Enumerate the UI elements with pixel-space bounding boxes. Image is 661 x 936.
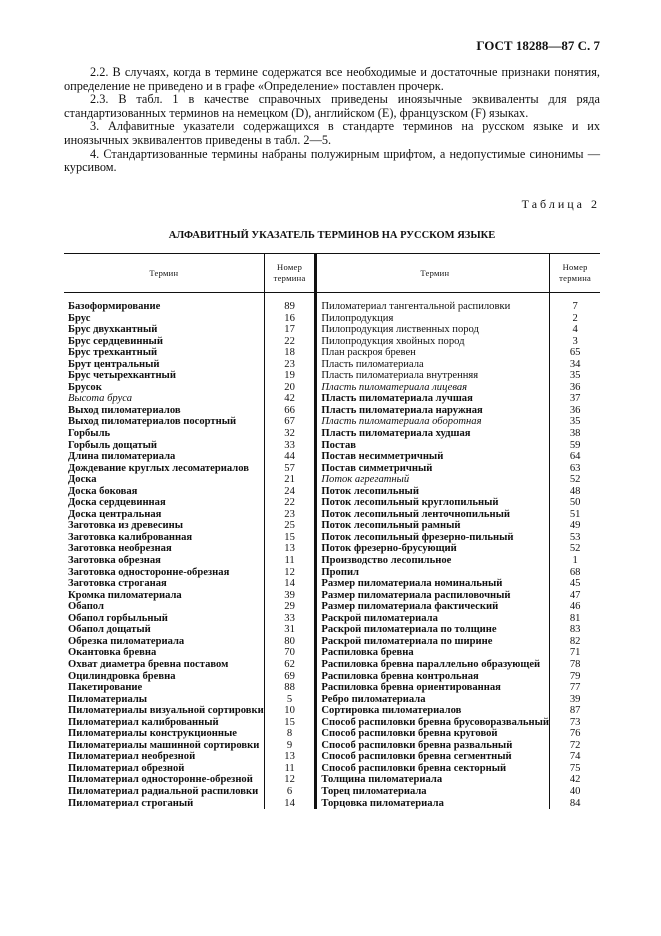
term-cell: Охват диаметра бревна поставом bbox=[68, 658, 229, 670]
term-cell: Пиломатериал необрезной bbox=[68, 751, 196, 763]
term-cell: Пиломатериалы bbox=[68, 693, 148, 705]
term-number-cell: 77 bbox=[550, 682, 600, 694]
table-row bbox=[64, 497, 600, 509]
term-cell: Длина пиломатериала bbox=[68, 451, 176, 463]
spacer-cell bbox=[550, 293, 600, 302]
term-number-cell: 11 bbox=[264, 763, 316, 775]
term-cell: Пиломатериал односторонне-обрезной bbox=[68, 774, 253, 786]
table-row bbox=[64, 463, 600, 475]
term-number-cell: 67 bbox=[264, 416, 316, 428]
term-number-cell: 52 bbox=[550, 543, 600, 555]
term-number-cell: 73 bbox=[550, 717, 600, 729]
table-row bbox=[64, 520, 600, 532]
term-cell: Поток фрезерно-брусующий bbox=[316, 543, 550, 555]
term-number-cell: 44 bbox=[264, 451, 316, 463]
term-number-cell: 15 bbox=[264, 532, 316, 544]
term-cell: Выход пиломатериалов bbox=[68, 404, 181, 416]
table-row bbox=[64, 313, 600, 325]
table-row bbox=[64, 543, 600, 555]
term-cell: Обапол bbox=[68, 601, 104, 613]
term-number-cell: 62 bbox=[264, 659, 316, 671]
term-number-cell: 81 bbox=[550, 613, 600, 625]
table-row bbox=[64, 440, 600, 452]
paragraph: 2.2. В случаях, когда в термине содержатся все необходимые и достаточные признаки понятия, определение не приведено и в графе «Определение» поставлен прочерк. bbox=[64, 65, 600, 93]
table-row bbox=[64, 451, 600, 463]
term-number-cell: 32 bbox=[264, 428, 316, 440]
terms-index-table bbox=[64, 253, 600, 809]
term-number-cell: 65 bbox=[550, 347, 600, 359]
term-cell: Пакетирование bbox=[68, 682, 143, 694]
term-number-cell: 22 bbox=[264, 497, 316, 509]
term-number-cell: 35 bbox=[550, 416, 600, 428]
column-header-number: Номер термина bbox=[264, 254, 316, 293]
term-number-cell: 83 bbox=[550, 624, 600, 636]
table-row bbox=[64, 405, 600, 417]
term-number-cell: 72 bbox=[550, 740, 600, 752]
term-number-cell: 5 bbox=[264, 694, 316, 706]
term-number-cell: 79 bbox=[550, 671, 600, 683]
intro-paragraphs bbox=[64, 66, 600, 175]
table-row bbox=[64, 301, 600, 313]
term-number-cell: 33 bbox=[264, 440, 316, 452]
term-cell: Поток лесопильный фрезерно-пильный bbox=[316, 532, 550, 544]
term-cell: Брус bbox=[68, 312, 91, 324]
term-number-cell: 36 bbox=[550, 382, 600, 394]
term-number-cell: 84 bbox=[550, 798, 600, 810]
term-cell: Способ распиловки бревна брусоворазвальный bbox=[316, 717, 550, 729]
term-number-cell: 9 bbox=[264, 740, 316, 752]
term-number-cell: 2 bbox=[550, 313, 600, 325]
term-cell: Пиломатериал радиальной распиловки bbox=[68, 785, 259, 797]
term-cell: Размер пиломатериала номинальный bbox=[316, 578, 550, 590]
term-cell: Окантовка бревна bbox=[68, 647, 157, 659]
table-header-row bbox=[64, 254, 600, 293]
term-cell: Постав bbox=[316, 440, 550, 452]
term-cell: Брут центральный bbox=[68, 358, 160, 370]
term-number-cell: 36 bbox=[550, 405, 600, 417]
term-cell: Пиломатериалы машинной сортировки bbox=[68, 739, 260, 751]
term-number-cell: 74 bbox=[550, 751, 600, 763]
term-cell: Пиломатериал тангентальной распиловки bbox=[316, 301, 550, 313]
term-number-cell: 12 bbox=[264, 567, 316, 579]
table-row bbox=[64, 763, 600, 775]
term-number-cell: 80 bbox=[264, 636, 316, 648]
term-number-cell: 46 bbox=[550, 601, 600, 613]
term-cell: Пилопродукция лиственных пород bbox=[316, 324, 550, 336]
term-number-cell: 23 bbox=[264, 509, 316, 521]
term-number-cell: 14 bbox=[264, 578, 316, 590]
term-number-cell: 64 bbox=[550, 451, 600, 463]
table-row bbox=[64, 590, 600, 602]
spacer-cell bbox=[64, 293, 264, 302]
term-number-cell: 13 bbox=[264, 751, 316, 763]
term-number-cell: 21 bbox=[264, 474, 316, 486]
term-number-cell: 39 bbox=[550, 694, 600, 706]
term-cell: Торцовка пиломатериала bbox=[316, 798, 550, 810]
term-number-cell: 18 bbox=[264, 347, 316, 359]
table-row bbox=[64, 786, 600, 798]
term-cell: Производство лесопильное bbox=[316, 555, 550, 567]
spacer-cell bbox=[264, 293, 316, 302]
term-cell: Пиломатериалы конструкционные bbox=[68, 728, 237, 740]
table-row bbox=[64, 567, 600, 579]
term-number-cell: 1 bbox=[550, 555, 600, 567]
term-cell: Способ распиловки бревна круговой bbox=[316, 728, 550, 740]
term-cell: Поток агрегатный bbox=[316, 474, 550, 486]
term-cell: Сортировка пиломатериалов bbox=[316, 705, 550, 717]
column-header-number: Номер термина bbox=[550, 254, 600, 293]
term-cell: Пласть пиломатериала наружная bbox=[316, 405, 550, 417]
term-cell: Горбыль дощатый bbox=[68, 439, 157, 451]
term-number-cell: 47 bbox=[550, 590, 600, 602]
term-cell: Размер пиломатериала распиловочный bbox=[316, 590, 550, 602]
term-cell: Раскрой пиломатериала по толщине bbox=[316, 624, 550, 636]
table-row bbox=[64, 370, 600, 382]
term-number-cell: 78 bbox=[550, 659, 600, 671]
term-number-cell: 20 bbox=[264, 382, 316, 394]
term-cell: Доска боковая bbox=[68, 485, 138, 497]
term-cell: Заготовка строганая bbox=[68, 578, 167, 590]
table-row bbox=[64, 624, 600, 636]
term-number-cell: 66 bbox=[264, 405, 316, 417]
term-cell: Постав симметричный bbox=[316, 463, 550, 475]
term-number-cell: 25 bbox=[264, 520, 316, 532]
term-number-cell: 8 bbox=[264, 728, 316, 740]
term-cell: Пропил bbox=[316, 567, 550, 579]
term-cell: Заготовка калиброванная bbox=[68, 531, 193, 543]
term-cell: Доска bbox=[68, 474, 97, 486]
term-cell: Обапол горбыльный bbox=[68, 612, 168, 624]
term-number-cell: 33 bbox=[264, 613, 316, 625]
term-cell: Кромка пиломатериала bbox=[68, 589, 182, 601]
table-row bbox=[64, 474, 600, 486]
term-number-cell: 48 bbox=[550, 486, 600, 498]
table-row bbox=[64, 359, 600, 371]
term-number-cell: 6 bbox=[264, 786, 316, 798]
table-row bbox=[64, 509, 600, 521]
term-cell: Выход пиломатериалов посортный bbox=[68, 416, 237, 428]
term-cell: Распиловка бревна контрольная bbox=[316, 671, 550, 683]
table-row bbox=[64, 774, 600, 786]
table-row bbox=[64, 728, 600, 740]
term-number-cell: 89 bbox=[264, 301, 316, 313]
term-number-cell: 39 bbox=[264, 590, 316, 602]
term-number-cell: 63 bbox=[550, 463, 600, 475]
term-number-cell: 13 bbox=[264, 543, 316, 555]
term-number-cell: 76 bbox=[550, 728, 600, 740]
term-cell: Горбыль bbox=[68, 428, 111, 440]
term-number-cell: 68 bbox=[550, 567, 600, 579]
table-row bbox=[64, 636, 600, 648]
term-cell: Пласть пиломатериала лучшая bbox=[316, 393, 550, 405]
term-cell: Пласть пиломатериала лицевая bbox=[316, 382, 550, 394]
term-cell: Брус двухкантный bbox=[68, 324, 158, 336]
term-cell: Размер пиломатериала фактический bbox=[316, 601, 550, 613]
term-number-cell: 11 bbox=[264, 555, 316, 567]
table-row bbox=[64, 798, 600, 810]
term-cell: Брусок bbox=[68, 381, 102, 393]
term-cell: Высота бруса bbox=[68, 393, 133, 405]
term-cell: Оцилиндровка бревна bbox=[68, 670, 176, 682]
term-cell: Постав несимметричный bbox=[316, 451, 550, 463]
column-header-term: Термин bbox=[64, 254, 264, 293]
table-row bbox=[64, 671, 600, 683]
table-row bbox=[64, 555, 600, 567]
table-row bbox=[64, 601, 600, 613]
term-number-cell: 53 bbox=[550, 532, 600, 544]
term-number-cell: 16 bbox=[264, 313, 316, 325]
term-cell: Пиломатериал обрезной bbox=[68, 762, 185, 774]
term-cell: Заготовка обрезная bbox=[68, 555, 161, 567]
term-number-cell: 4 bbox=[550, 324, 600, 336]
term-cell: Распиловка бревна ориентированная bbox=[316, 682, 550, 694]
term-cell: Обапол дощатый bbox=[68, 624, 151, 636]
term-cell: Дождевание круглых лесоматериалов bbox=[68, 462, 249, 474]
term-cell: Заготовка из древесины bbox=[68, 520, 183, 532]
term-cell: Пиломатериал строганый bbox=[68, 797, 194, 809]
term-number-cell: 59 bbox=[550, 440, 600, 452]
term-cell: Брус трехкантный bbox=[68, 347, 158, 359]
term-number-cell: 42 bbox=[264, 393, 316, 405]
term-cell: Обрезка пиломатериала bbox=[68, 635, 185, 647]
term-number-cell: 24 bbox=[264, 486, 316, 498]
table-row bbox=[64, 647, 600, 659]
term-cell: Пласть пиломатериала bbox=[316, 359, 550, 371]
term-cell: Торец пиломатериала bbox=[316, 786, 550, 798]
term-number-cell: 17 bbox=[264, 324, 316, 336]
spacer-row bbox=[64, 293, 600, 302]
table-row bbox=[64, 613, 600, 625]
term-number-cell: 51 bbox=[550, 509, 600, 521]
term-number-cell: 23 bbox=[264, 359, 316, 371]
term-number-cell: 19 bbox=[264, 370, 316, 382]
term-number-cell: 87 bbox=[550, 705, 600, 717]
term-number-cell: 75 bbox=[550, 763, 600, 775]
term-cell: Способ распиловки бревна сегментный bbox=[316, 751, 550, 763]
table-row bbox=[64, 705, 600, 717]
term-number-cell: 70 bbox=[264, 647, 316, 659]
table-row bbox=[64, 717, 600, 729]
table-caption: Таблица 2 bbox=[521, 197, 600, 211]
table-row bbox=[64, 428, 600, 440]
term-number-cell: 3 bbox=[550, 336, 600, 348]
term-number-cell: 45 bbox=[550, 578, 600, 590]
term-number-cell: 29 bbox=[264, 601, 316, 613]
term-cell: Брус сердцевинный bbox=[68, 335, 163, 347]
table-title: АЛФАВИТНЫЙ УКАЗАТЕЛЬ ТЕРМИНОВ НА РУССКОМ ЯЗЫКЕ bbox=[168, 230, 496, 241]
term-number-cell: 57 bbox=[264, 463, 316, 475]
term-number-cell: 82 bbox=[550, 636, 600, 648]
table-row bbox=[64, 578, 600, 590]
term-cell: Раскрой пиломатериала bbox=[316, 613, 550, 625]
page-header: ГОСТ 18288—87 С. 7 bbox=[476, 38, 600, 53]
table-row bbox=[64, 336, 600, 348]
term-cell: Поток лесопильный рамный bbox=[316, 520, 550, 532]
table-row bbox=[64, 486, 600, 498]
term-number-cell: 40 bbox=[550, 786, 600, 798]
term-cell: Распиловка бревна параллельно образующей bbox=[316, 659, 550, 671]
term-cell: Толщина пиломатериала bbox=[316, 774, 550, 786]
term-cell: Заготовка необрезная bbox=[68, 543, 172, 555]
term-cell: Пиломатериалы визуальной сортировки bbox=[68, 705, 264, 717]
term-number-cell: 14 bbox=[264, 798, 316, 810]
spacer-cell bbox=[316, 293, 550, 302]
term-number-cell: 37 bbox=[550, 393, 600, 405]
term-cell: Брус четырехкантный bbox=[68, 370, 176, 382]
term-number-cell: 88 bbox=[264, 682, 316, 694]
table-row bbox=[64, 740, 600, 752]
table-row bbox=[64, 347, 600, 359]
term-cell: Распиловка бревна bbox=[316, 647, 550, 659]
term-cell: Пилопродукция хвойных пород bbox=[316, 336, 550, 348]
table-row bbox=[64, 393, 600, 405]
term-cell: Пласть пиломатериала худшая bbox=[316, 428, 550, 440]
term-number-cell: 10 bbox=[264, 705, 316, 717]
term-number-cell: 69 bbox=[264, 671, 316, 683]
term-number-cell: 50 bbox=[550, 497, 600, 509]
term-number-cell: 12 bbox=[264, 774, 316, 786]
term-cell: Пиломатериал калиброванный bbox=[68, 716, 219, 728]
paragraph: 4. Стандартизованные термины набраны полужирным шрифтом, а недопустимые синонимы — курсивом. bbox=[64, 146, 600, 175]
term-cell: Заготовка односторонне-обрезная bbox=[68, 566, 230, 578]
term-cell: Пласть пиломатериала внутренняя bbox=[316, 370, 550, 382]
paragraph: 3. Алфавитные указатели содержащихся в стандарте терминов на русском языке и их иноязычных эквивалентов приведены в табл. 2—5. bbox=[64, 119, 600, 147]
table-row bbox=[64, 682, 600, 694]
table-row bbox=[64, 751, 600, 763]
term-number-cell: 31 bbox=[264, 624, 316, 636]
term-cell: Раскрой пиломатериала по ширине bbox=[316, 636, 550, 648]
term-number-cell: 42 bbox=[550, 774, 600, 786]
term-number-cell: 35 bbox=[550, 370, 600, 382]
term-cell: Пласть пиломатериала оборотная bbox=[316, 416, 550, 428]
term-number-cell: 38 bbox=[550, 428, 600, 440]
table-row bbox=[64, 382, 600, 394]
term-cell: Способ распиловки бревна развальный bbox=[316, 740, 550, 752]
table-row bbox=[64, 532, 600, 544]
paragraph: 2.3. В табл. 1 в качестве справочных приведены иноязычные эквиваленты для ряда стандартизованных терминов на немецком (D), английском (E), французском (F) языках. bbox=[64, 92, 600, 120]
term-number-cell: 49 bbox=[550, 520, 600, 532]
table-row bbox=[64, 694, 600, 706]
term-cell: Доска сердцевинная bbox=[68, 497, 166, 509]
term-number-cell: 52 bbox=[550, 474, 600, 486]
column-header-term: Термин bbox=[316, 254, 550, 293]
term-number-cell: 7 bbox=[550, 301, 600, 313]
table-row bbox=[64, 324, 600, 336]
term-cell: Поток лесопильный ленточнопильный bbox=[316, 509, 550, 521]
term-number-cell: 34 bbox=[550, 359, 600, 371]
term-cell: План раскроя бревен bbox=[316, 347, 550, 359]
term-number-cell: 71 bbox=[550, 647, 600, 659]
term-cell: Поток лесопильный круглопильный bbox=[316, 497, 550, 509]
term-cell: Базоформирование bbox=[68, 301, 161, 312]
term-cell: Ребро пиломатериала bbox=[316, 694, 550, 706]
term-number-cell: 22 bbox=[264, 336, 316, 348]
term-number-cell: 15 bbox=[264, 717, 316, 729]
table-row bbox=[64, 416, 600, 428]
term-cell: Способ распиловки бревна секторный bbox=[316, 763, 550, 775]
table-row bbox=[64, 659, 600, 671]
term-cell: Поток лесопильный bbox=[316, 486, 550, 498]
term-cell: Пилопродукция bbox=[316, 313, 550, 325]
term-cell: Доска центральная bbox=[68, 508, 162, 520]
